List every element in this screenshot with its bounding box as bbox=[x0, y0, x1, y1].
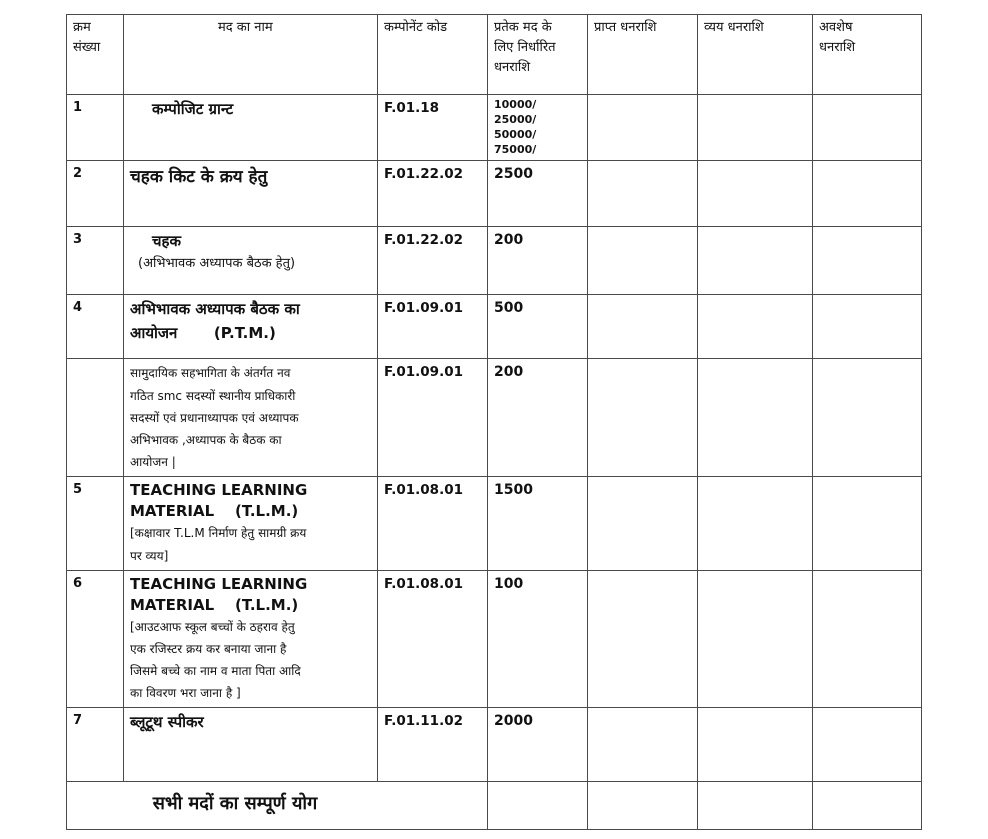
row-balance-amount bbox=[813, 295, 922, 359]
row-received-amount bbox=[588, 227, 698, 295]
table-row bbox=[67, 295, 922, 359]
row-item-name: अभिभावक अध्यापक बैठक का आयोजन (P.T.M.) bbox=[124, 295, 378, 359]
row-expenditure-amount bbox=[698, 161, 813, 227]
row-balance-amount bbox=[813, 359, 922, 477]
header-balance-amount: अवशेष धनराशि bbox=[813, 15, 922, 95]
row-expenditure-amount bbox=[698, 708, 813, 782]
header-received-amount: प्राप्त धनराशि bbox=[588, 15, 698, 95]
row-balance-amount bbox=[813, 161, 922, 227]
header-row bbox=[67, 15, 922, 95]
row-item-name: ब्लूटूथ स्पीकर bbox=[124, 708, 378, 782]
row-component-code: F.01.22.02 bbox=[378, 161, 488, 227]
row-serial: 1 bbox=[67, 95, 124, 161]
header-allotted-amount: प्रतेक मद के लिए निर्धारित धनराशि bbox=[488, 15, 588, 95]
row-component-code: F.01.09.01 bbox=[378, 295, 488, 359]
row-balance-amount bbox=[813, 708, 922, 782]
row-expenditure-amount bbox=[698, 570, 813, 708]
row-allotted-amount: 200 bbox=[488, 359, 588, 477]
row-allotted-amount: 10000/ 25000/ 50000/ 75000/ bbox=[488, 95, 588, 161]
row-received-amount bbox=[588, 359, 698, 477]
row-serial: 5 bbox=[67, 477, 124, 570]
row-received-amount bbox=[588, 570, 698, 708]
row-component-code: F.01.22.02 bbox=[378, 227, 488, 295]
total-balance-amount bbox=[813, 782, 922, 830]
total-allotted-amount bbox=[488, 782, 588, 830]
row-received-amount bbox=[588, 95, 698, 161]
row-allotted-amount: 2500 bbox=[488, 161, 588, 227]
table-row bbox=[67, 95, 922, 161]
row-item-name: सामुदायिक सहभागिता के अंतर्गत नव गठित smc सदस्यों स्थानीय प्राधिकारी सदस्यों एवं प्रधानाध्यापक एवं अध्यापक अभिभावक ,अध्यापक के बैठक का आयोजन | bbox=[124, 359, 378, 477]
row-component-code: F.01.18 bbox=[378, 95, 488, 161]
row-expenditure-amount bbox=[698, 477, 813, 570]
header-item-name: मद का नाम bbox=[124, 15, 378, 95]
row-serial: 4 bbox=[67, 295, 124, 359]
row-balance-amount bbox=[813, 95, 922, 161]
table-row bbox=[67, 708, 922, 782]
row-component-code: F.01.08.01 bbox=[378, 570, 488, 708]
row-item-name: TEACHING LEARNING MATERIAL (T.L.M.) [आउटआफ स्कूल बच्चों के ठहराव हेतु एक रजिस्टर क्रय कर बनाया जाना है जिसमे बच्चे का नाम व माता पिता आदि का विवरण भरा जाना है ] bbox=[124, 570, 378, 708]
row-allotted-amount: 1500 bbox=[488, 477, 588, 570]
header-serial: क्रम संख्या bbox=[67, 15, 124, 95]
row-allotted-amount: 2000 bbox=[488, 708, 588, 782]
row-balance-amount bbox=[813, 477, 922, 570]
table-row bbox=[67, 359, 922, 477]
total-row bbox=[67, 782, 922, 830]
budget-table bbox=[66, 14, 922, 830]
row-serial: 7 bbox=[67, 708, 124, 782]
row-item-name: चहक (अभिभावक अध्यापक बैठक हेतु) bbox=[124, 227, 378, 295]
row-received-amount bbox=[588, 708, 698, 782]
row-component-code: F.01.08.01 bbox=[378, 477, 488, 570]
row-expenditure-amount bbox=[698, 95, 813, 161]
row-component-code: F.01.09.01 bbox=[378, 359, 488, 477]
row-received-amount bbox=[588, 161, 698, 227]
row-serial bbox=[67, 359, 124, 477]
table-row bbox=[67, 570, 922, 708]
row-balance-amount bbox=[813, 570, 922, 708]
table-row bbox=[67, 227, 922, 295]
table-row bbox=[67, 161, 922, 227]
row-serial: 3 bbox=[67, 227, 124, 295]
row-allotted-amount: 100 bbox=[488, 570, 588, 708]
row-received-amount bbox=[588, 477, 698, 570]
total-received-amount bbox=[588, 782, 698, 830]
row-received-amount bbox=[588, 295, 698, 359]
row-serial: 6 bbox=[67, 570, 124, 708]
row-component-code: F.01.11.02 bbox=[378, 708, 488, 782]
row-item-name: चहक किट के क्रय हेतु bbox=[124, 161, 378, 227]
grand-total-label: सभी मदों का सम्पूर्ण योग bbox=[67, 782, 488, 830]
header-component-code: कम्पोनेंट कोड bbox=[378, 15, 488, 95]
row-expenditure-amount bbox=[698, 295, 813, 359]
total-expenditure-amount bbox=[698, 782, 813, 830]
table-row bbox=[67, 477, 922, 570]
row-item-name: TEACHING LEARNING MATERIAL (T.L.M.) [कक्षावार T.L.M निर्माण हेतु सामग्री क्रय पर व्यय] bbox=[124, 477, 378, 570]
header-expenditure-amount: व्यय धनराशि bbox=[698, 15, 813, 95]
row-expenditure-amount bbox=[698, 227, 813, 295]
row-allotted-amount: 500 bbox=[488, 295, 588, 359]
row-allotted-amount: 200 bbox=[488, 227, 588, 295]
row-item-name: कम्पोजिट ग्रान्ट bbox=[124, 95, 378, 161]
row-expenditure-amount bbox=[698, 359, 813, 477]
row-balance-amount bbox=[813, 227, 922, 295]
row-serial: 2 bbox=[67, 161, 124, 227]
